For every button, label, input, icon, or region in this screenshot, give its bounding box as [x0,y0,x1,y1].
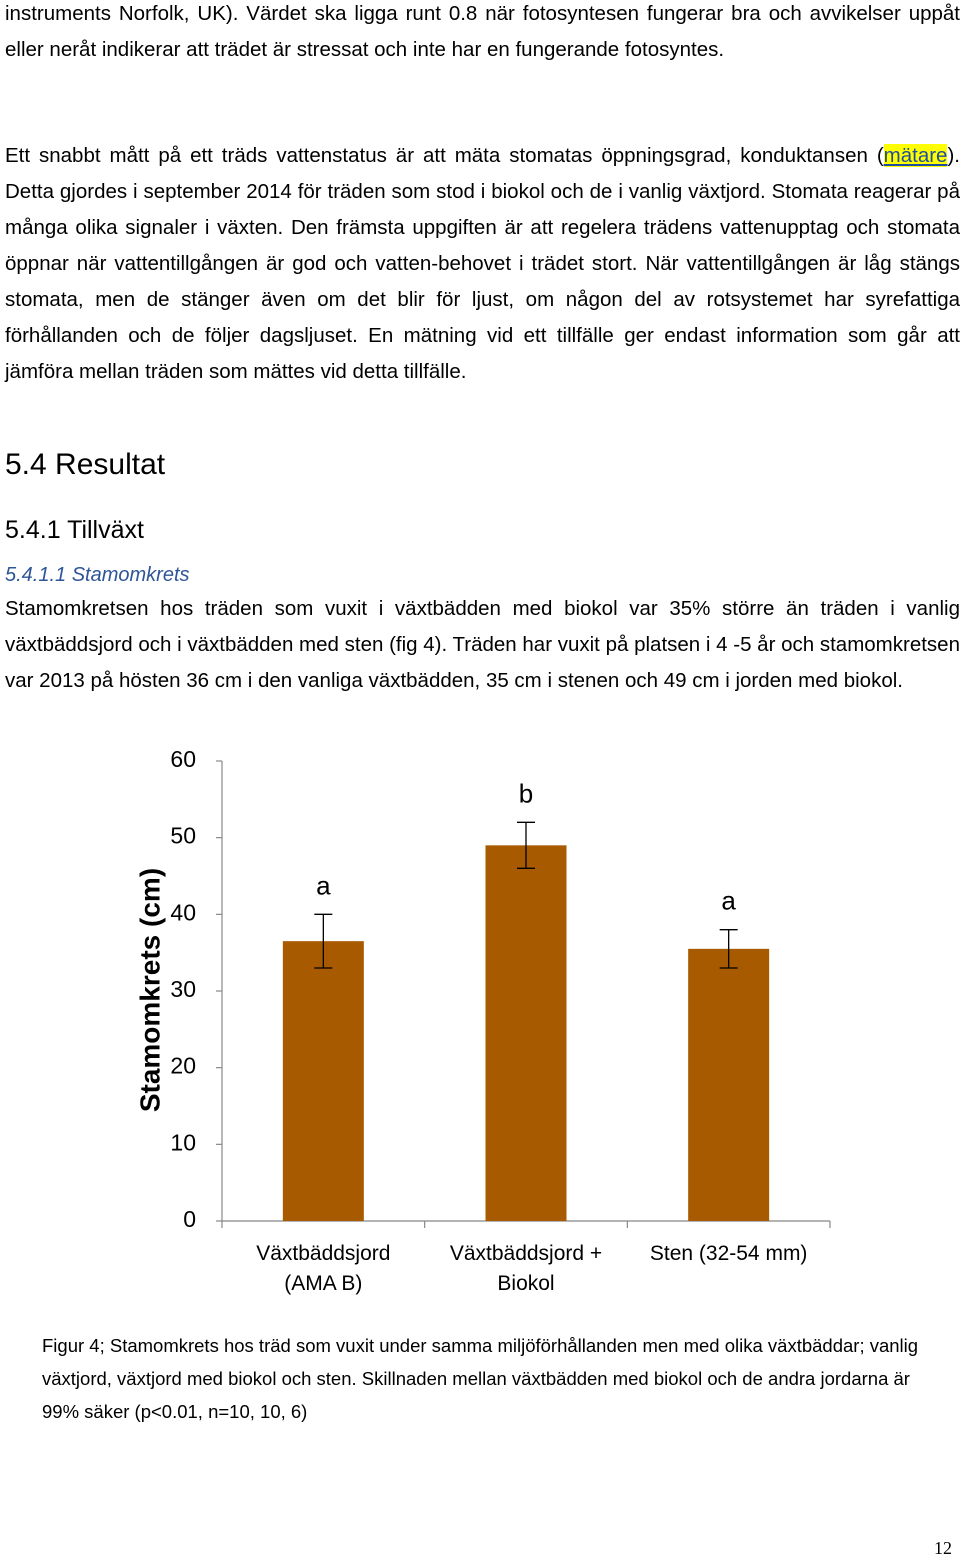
paragraph-stomata-start: Ett snabbt mått på ett träds vattenstatus är att mäta stomatas öppningsgrad, konduktansen ( [5,144,884,167]
x-tick-label: Sten (32-54 mm) [649,1242,808,1265]
paragraph-photosynthesis: instruments Norfolk, UK). Värdet ska ligga runt 0.8 när fotosyntesen fungerar bra och avvikelser uppåt eller neråt indikerar att trädet är stressat och inte har en fungerande fotosyntes. [5,2,960,61]
paragraph-stomata-rest: ). Detta gjordes i september 2014 för träden som stod i biokol och de i vanlig växtjord. Stomata reagerar på många olika signaler i växten. Den främsta uppgiften är att regelera trädens vattenupptag och stomata öppnar när vattentillgången är god och vatten-behovet i trädet stort. När vattentillgången är låg stängs stomata, men de stänger även om det blir för ljust, om någon del av rotsystemet har syrefattiga förhållanden och de följer dagsljuset. En mätning vid ett tillfälle ger endast information som går att jämföra mellan träden som mättes vid detta tillfälle. [5,144,960,383]
x-tick-labels [256,1242,807,1295]
y-tick-label: 10 [170,1129,196,1156]
figure-caption: Figur 4; Stamomkrets hos träd som vuxit under samma miljöförhållanden men med olika växtbäddar; vanlig växtjord, växtjord med biokol och sten. Skillnaden mellan växtbädden med biokol och de andra jordarna är 99% säker (p<0.01, n=10, 10, 6) [42,1335,919,1422]
y-tick-label: 50 [170,822,196,849]
y-axis-label: Stamomkrets (cm) [134,867,166,1113]
bar [486,845,567,1221]
y-tick-label: 40 [170,899,196,926]
paragraph-stomata [5,138,960,390]
bar [283,941,364,1221]
bars [283,845,769,1221]
significance-label: a [316,870,331,901]
significance-label: a [721,885,736,916]
subsection-heading-growth: 5.4.1 Tillväxt [5,516,144,544]
page-number: 12 [934,1538,952,1558]
subsubsection-heading-stem: 5.4.1.1 Stamomkrets [5,564,190,586]
paragraph-stem-result: Stamomkretsen hos träden som vuxit i växtbädden med biokol var 35% större än träden i vanlig växtbäddsjord och i växtbädden med sten (fig 4). Träden har vuxit på platsen i 4 -5 år och stamomkretsen var 2013 på hösten 36 cm i den vanliga växtbädden, 35 cm i stenen och 49 cm i jorden med biokol. [5,597,960,692]
y-tick-label: 0 [183,1206,196,1233]
stem-circumference-chart [0,740,960,1320]
y-tick-label: 20 [170,1052,196,1079]
x-tick-label: Växtbäddsjord + Biokol [449,1242,603,1295]
y-axis [170,746,222,1232]
meter-link[interactable]: mätare [883,144,948,167]
x-tick-label: Växtbäddsjord (AMA B) [256,1242,391,1295]
section-heading-result: 5.4 Resultat [5,448,166,481]
y-tick-label: 60 [170,746,196,773]
significance-label: b [518,778,534,809]
y-tick-label: 30 [170,976,196,1003]
bar [688,949,769,1221]
x-axis [222,1221,830,1228]
